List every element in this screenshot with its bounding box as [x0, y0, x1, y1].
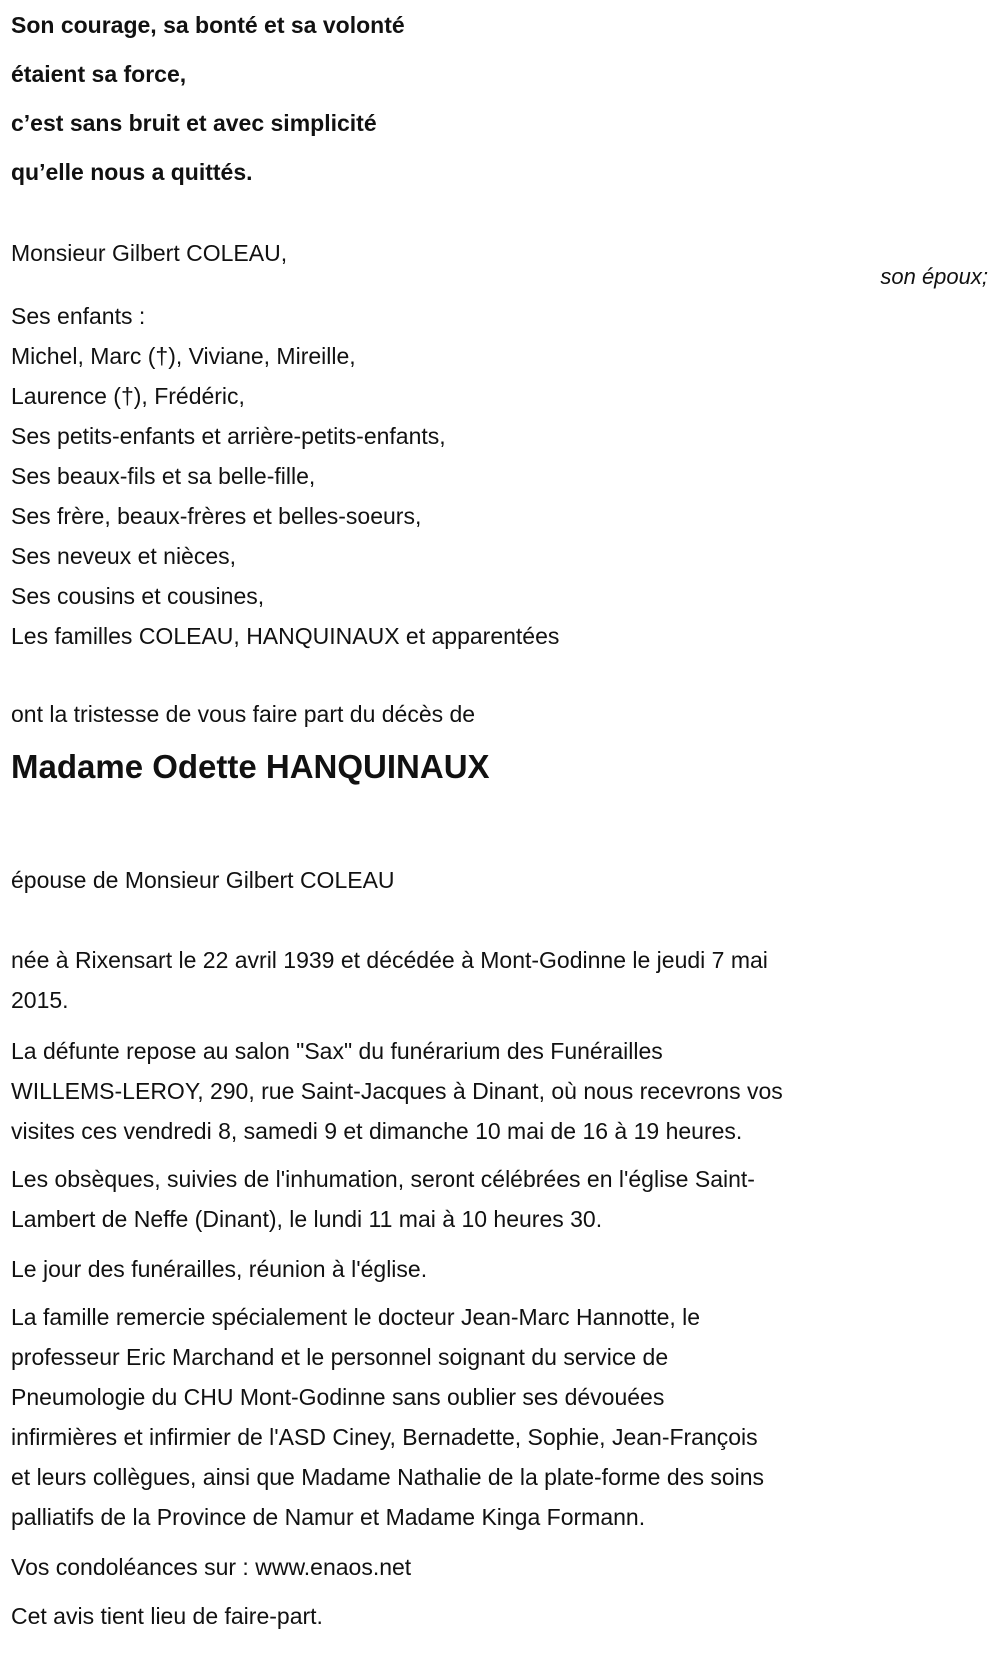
- verse-line: Son courage, sa bonté et sa volonté: [11, 12, 405, 38]
- funeral-info: [11, 1159, 755, 1239]
- condolences: [11, 1547, 411, 1587]
- verse-line: c’est sans bruit et avec simplicité: [11, 110, 377, 136]
- text-line: palliatifs de la Province de Namur et Madame Kinga Formann.: [11, 1504, 646, 1530]
- spouse-of: épouse de Monsieur Gilbert COLEAU: [11, 867, 395, 893]
- text-line: Lambert de Neffe (Dinant), le lundi 11 mai à 10 heures 30.: [11, 1206, 603, 1232]
- text-line: Pneumologie du CHU Mont-Godinne sans oublier ses dévouées: [11, 1384, 665, 1410]
- birth-death: [11, 940, 768, 1020]
- spouse-name: Monsieur Gilbert COLEAU,: [11, 240, 288, 266]
- family-line: Ses beaux-fils et sa belle-fille,: [11, 463, 316, 489]
- text-line: La défunte repose au salon "Sax" du funérarium des Funérailles: [11, 1038, 663, 1064]
- thanks: [11, 1297, 764, 1537]
- announcement: ont la tristesse de vous faire part du décès de: [11, 701, 476, 727]
- text-line: 2015.: [11, 987, 69, 1013]
- text-line: professeur Eric Marchand et le personnel soignant du service de: [11, 1344, 669, 1370]
- text-line: et leurs collègues, ainsi que Madame Nathalie de la plate-forme des soins: [11, 1464, 765, 1490]
- closing: Cet avis tient lieu de faire-part.: [11, 1603, 323, 1629]
- family-line: Ses frère, beaux-frères et belles-soeurs,: [11, 503, 422, 529]
- verse-line: qu’elle nous a quittés.: [11, 159, 253, 185]
- condolences-link[interactable]: www.enaos.net: [255, 1554, 412, 1580]
- text-line: visites ces vendredi 8, samedi 9 et dimanche 10 mai de 16 à 19 heures.: [11, 1118, 743, 1144]
- family-line: Ses enfants :: [11, 303, 146, 329]
- verse-line: étaient sa force,: [11, 61, 187, 87]
- family-line: Laurence (†), Frédéric,: [11, 383, 245, 409]
- family-line: Ses petits-enfants et arrière-petits-enfants,: [11, 423, 446, 449]
- text-line: La famille remercie spécialement le docteur Jean-Marc Hannotte, le: [11, 1304, 701, 1330]
- family-line: Les familles COLEAU, HANQUINAUX et apparentées: [11, 623, 560, 649]
- text-line: WILLEMS-LEROY, 290, rue Saint-Jacques à Dinant, où nous recevrons vos: [11, 1078, 783, 1104]
- viewing-info: [11, 1031, 783, 1151]
- deceased-name: Madame Odette HANQUINAUX: [11, 748, 490, 785]
- text-line: Les obsèques, suivies de l'inhumation, seront célébrées en l'église Saint-: [11, 1166, 755, 1192]
- meeting-info: Le jour des funérailles, réunion à l'église.: [11, 1256, 428, 1282]
- family-list: [11, 296, 559, 656]
- family-line: Ses cousins et cousines,: [11, 583, 265, 609]
- condolences-label: Vos condoléances sur :: [11, 1554, 256, 1580]
- verse: [11, 1, 405, 197]
- text-line: née à Rixensart le 22 avril 1939 et décédée à Mont-Godinne le jeudi 7 mai: [11, 947, 768, 973]
- family-line: Ses neveux et nièces,: [11, 543, 237, 569]
- family-line: Michel, Marc (†), Viviane, Mireille,: [11, 343, 356, 369]
- spouse-role: son époux;: [880, 264, 988, 289]
- text-line: infirmières et infirmier de l'ASD Ciney, Bernadette, Sophie, Jean-François: [11, 1424, 758, 1450]
